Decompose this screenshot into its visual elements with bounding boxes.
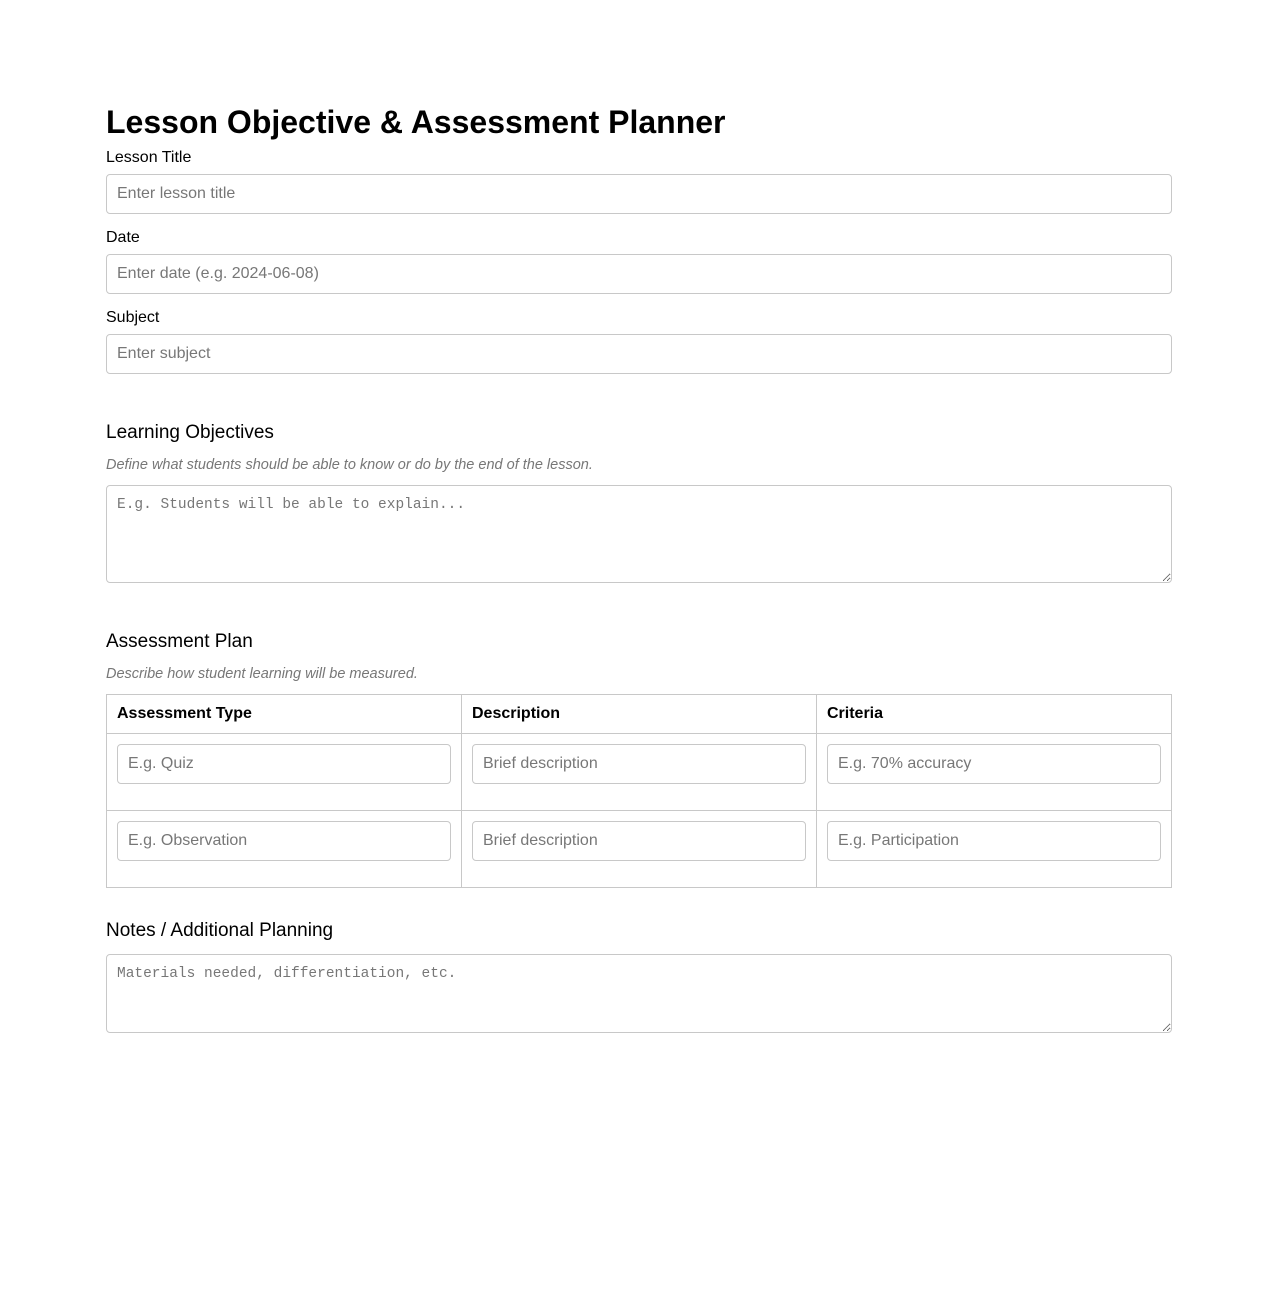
notes-heading: Notes / Additional Planning — [106, 920, 334, 941]
criteria-input[interactable] — [827, 744, 1161, 784]
learning-objectives-description: Define what students should be able to know or do by the end of the lesson. — [106, 457, 593, 473]
assessment-table — [106, 694, 1172, 888]
assessment-type-input[interactable] — [117, 821, 451, 861]
subject-label: Subject — [106, 309, 160, 326]
table-row — [107, 811, 1172, 888]
subject-input[interactable] — [106, 334, 1172, 374]
column-header-criteria: Criteria — [817, 695, 1172, 734]
assessment-type-cell — [107, 811, 462, 888]
assessment-plan-heading: Assessment Plan — [106, 631, 253, 652]
date-label: Date — [106, 229, 140, 246]
date-input[interactable] — [106, 254, 1172, 294]
assessment-type-input[interactable] — [117, 744, 451, 784]
description-cell — [462, 811, 817, 888]
column-header-description: Description — [462, 695, 817, 734]
assessment-plan-description: Describe how student learning will be measured. — [106, 666, 418, 682]
criteria-cell — [817, 734, 1172, 811]
assessment-type-cell — [107, 734, 462, 811]
table-row — [107, 734, 1172, 811]
criteria-cell — [817, 811, 1172, 888]
lesson-title-label: Lesson Title — [106, 149, 192, 166]
criteria-input[interactable] — [827, 821, 1161, 861]
learning-objectives-textarea[interactable] — [106, 485, 1172, 583]
learning-objectives-heading: Learning Objectives — [106, 422, 274, 443]
page-title: Lesson Objective & Assessment Planner — [106, 104, 726, 140]
description-cell — [462, 734, 817, 811]
notes-textarea[interactable] — [106, 954, 1172, 1033]
description-input[interactable] — [472, 821, 806, 861]
column-header-assessment-type: Assessment Type — [107, 695, 462, 734]
lesson-title-input[interactable] — [106, 174, 1172, 214]
assessment-table-header-row — [107, 695, 1172, 734]
description-input[interactable] — [472, 744, 806, 784]
